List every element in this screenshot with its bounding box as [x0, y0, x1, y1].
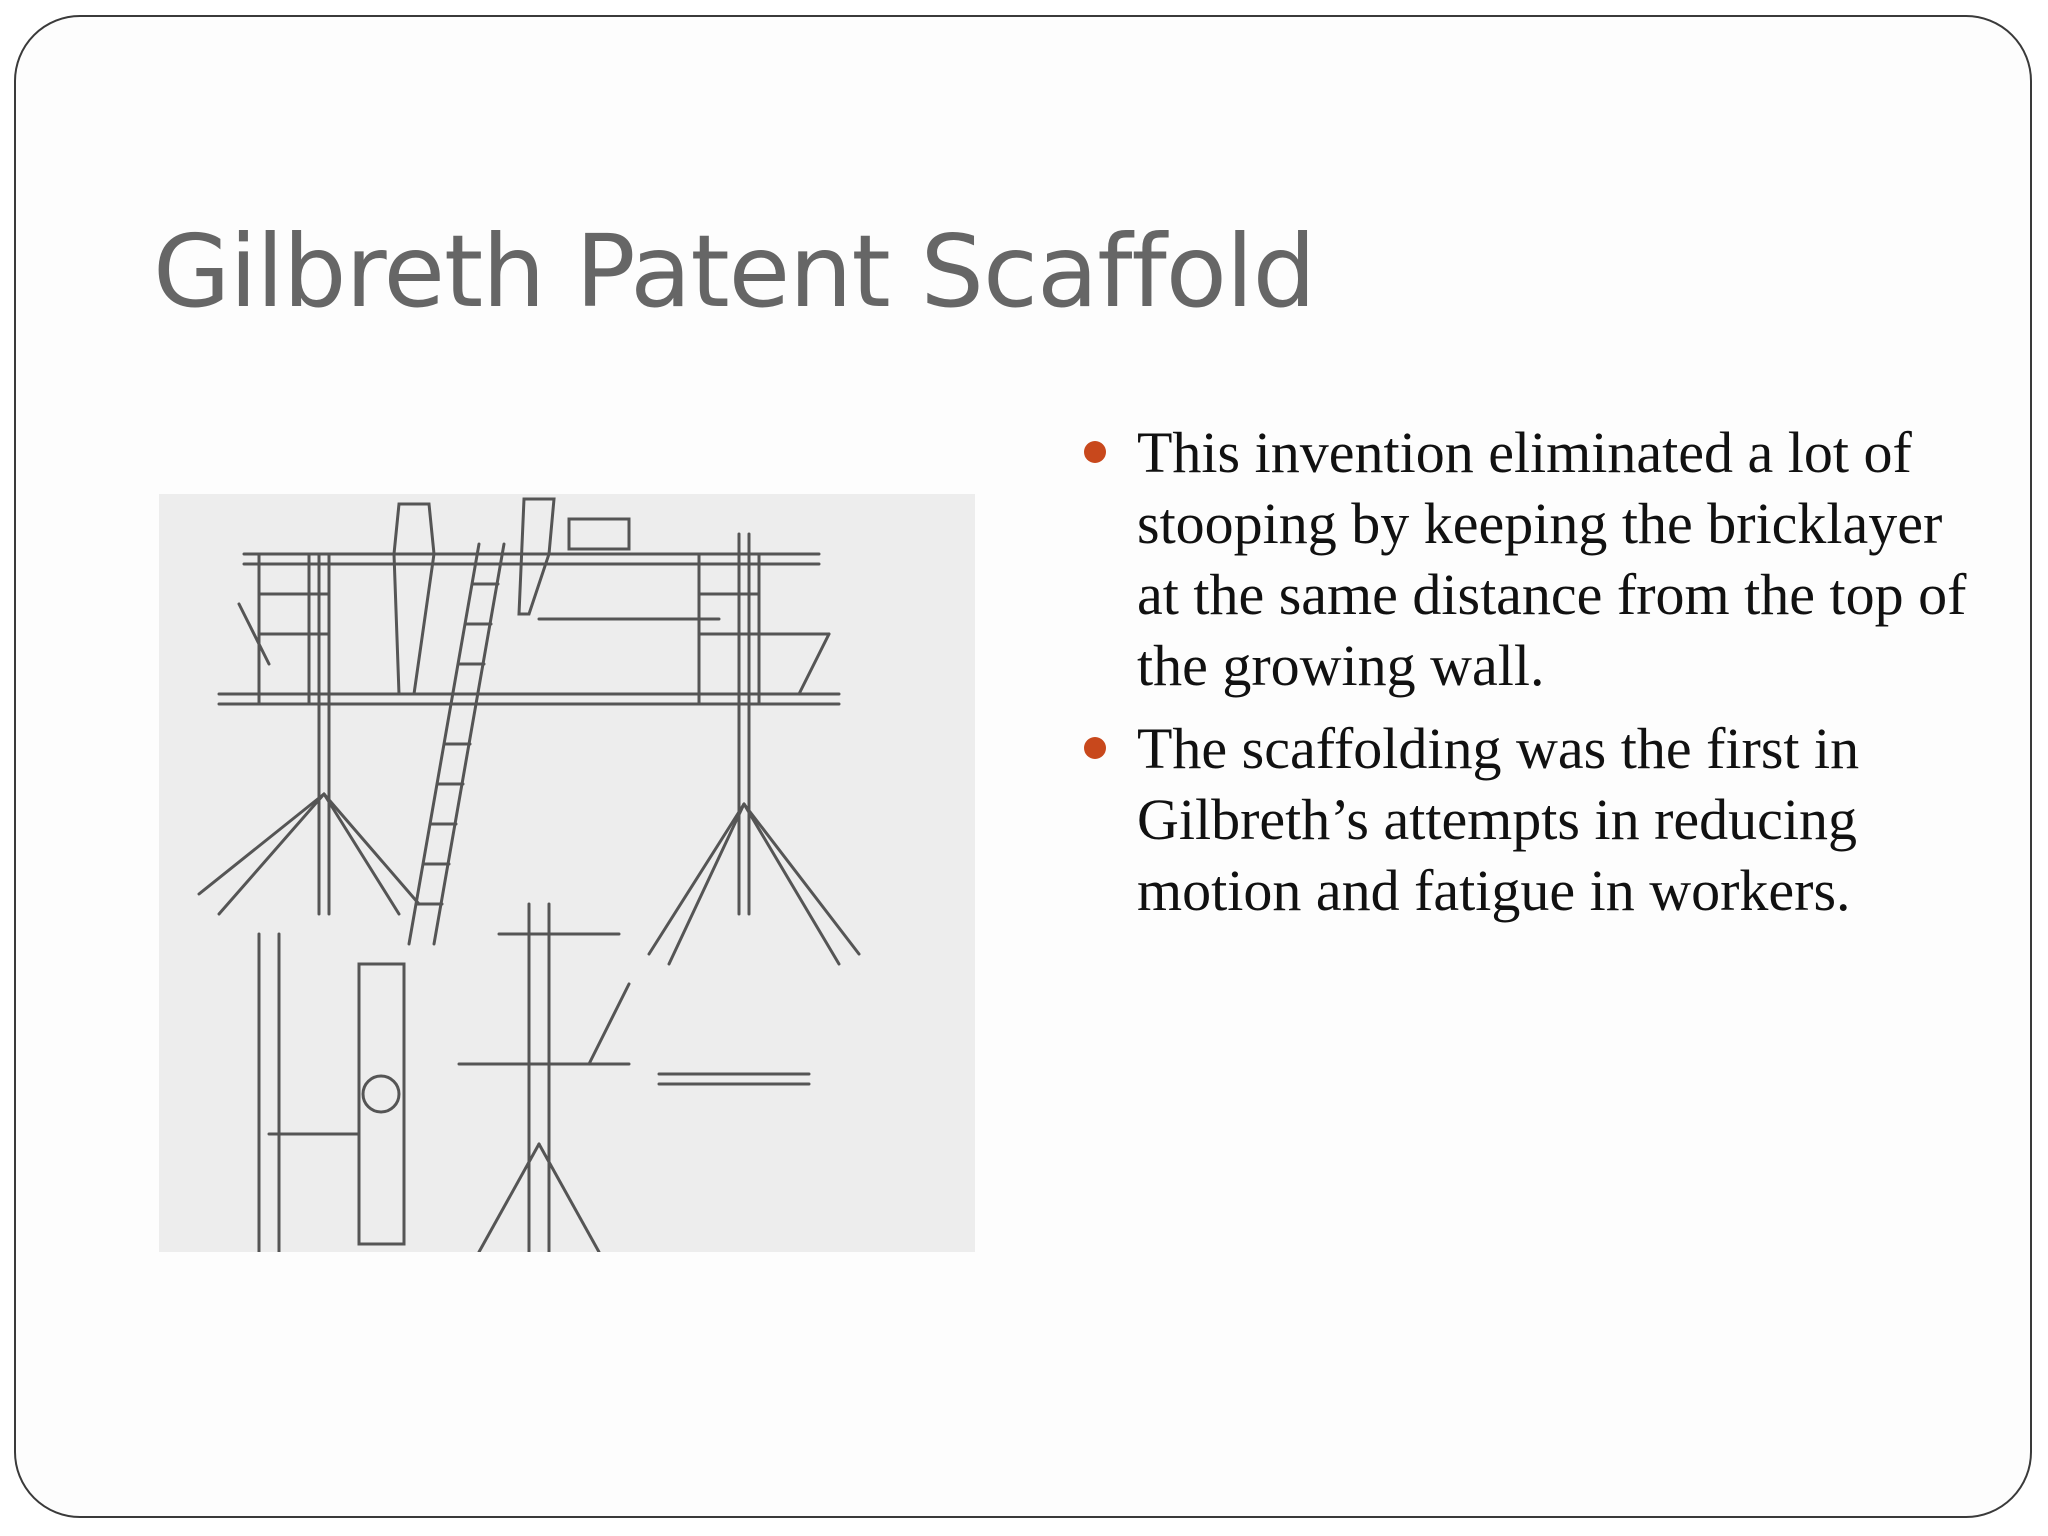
patent-drawing-image [159, 494, 975, 1252]
drawing-line [324, 794, 399, 914]
slide-title: Gilbreth Patent Scaffold [153, 213, 1316, 330]
bullet-marker-icon [1084, 441, 1106, 463]
drawing-line [199, 794, 324, 894]
drawing-line [669, 804, 744, 964]
drawing-line [799, 634, 829, 694]
scaffold-drawing [159, 494, 975, 1252]
drawing-line [589, 984, 629, 1064]
drawing-line [219, 794, 324, 914]
bullet-marker-icon [1084, 737, 1106, 759]
bullet-item [1064, 713, 1984, 926]
bullet-text: The scaffolding was the first in Gilbreth’s attempts in reducing motion and fatigue in workers. [1137, 716, 1860, 923]
drawing-line [394, 504, 434, 694]
drawing-line [649, 804, 744, 954]
bullet-item [1064, 417, 1984, 701]
drawing-line [363, 1076, 399, 1112]
slide [14, 15, 2032, 1518]
bullet-list [1064, 417, 1984, 938]
bullet-text: This invention eliminated a lot of stooping by keeping the bricklayer at the same distance from the top of the growing wall. [1137, 420, 1967, 698]
drawing-line [744, 804, 859, 954]
drawing-line [519, 499, 554, 614]
drawing-line [744, 804, 839, 964]
drawing-line [324, 794, 419, 904]
drawing-line [569, 519, 629, 549]
